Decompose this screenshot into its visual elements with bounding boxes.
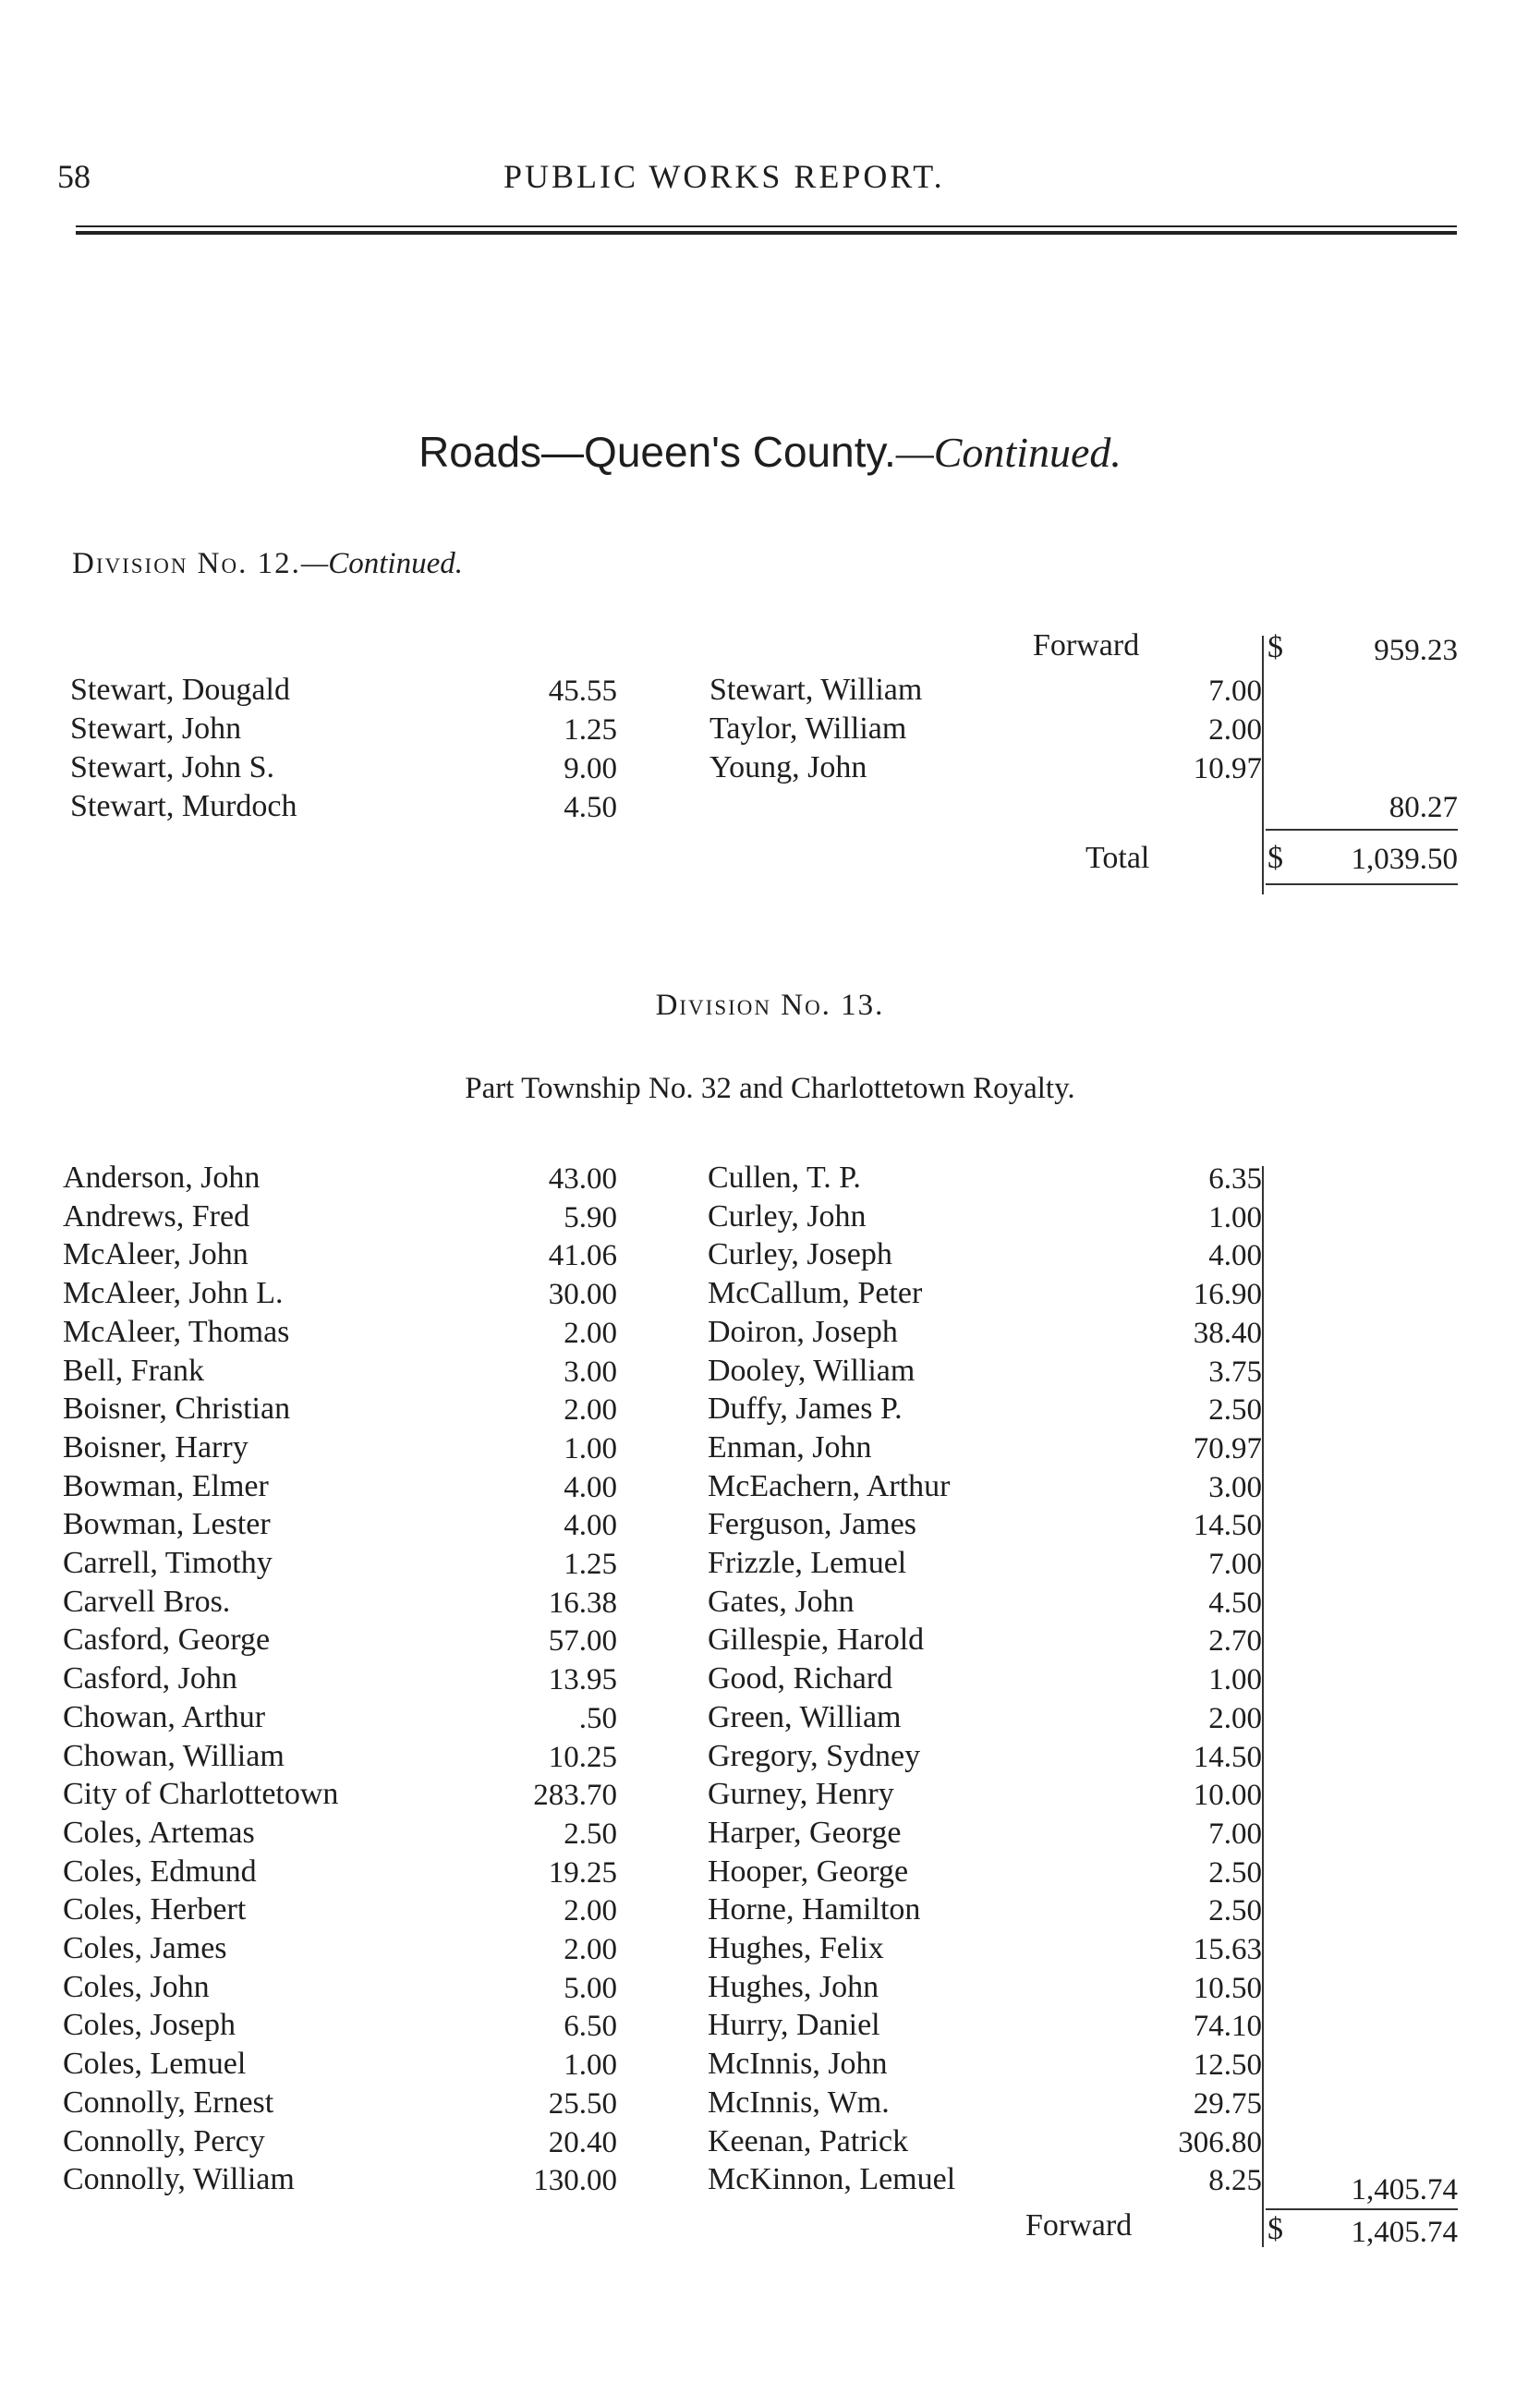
entry-amount: 2.00 bbox=[564, 1393, 617, 1428]
entry-name: Casford, George bbox=[63, 1623, 271, 1658]
entry-amount: 283.70 bbox=[533, 1779, 617, 1813]
entry-amount: 4.00 bbox=[564, 1470, 617, 1504]
entry-amount: 4.50 bbox=[564, 791, 617, 824]
entry-name: Chowan, William bbox=[63, 1738, 285, 1773]
entry-amount: 2.00 bbox=[564, 1933, 617, 1966]
entry-name: Dooley, William bbox=[708, 1353, 916, 1388]
entry-name: McInnis, Wm. bbox=[708, 2085, 890, 2120]
division-12-heading-continued: —Continued. bbox=[300, 547, 463, 580]
entry-amount: 4.00 bbox=[1208, 1239, 1262, 1273]
entry-amount: 7.00 bbox=[1208, 675, 1262, 708]
entry-name: McEachern, Arthur bbox=[708, 1468, 951, 1503]
entry-amount: 2.50 bbox=[1208, 1894, 1262, 1928]
entry-name: McAleer, John L. bbox=[63, 1276, 284, 1311]
entry-name: Hurry, Daniel bbox=[708, 2008, 880, 2043]
entry-name: Ferguson, James bbox=[708, 1507, 917, 1542]
entry-amount: 3.75 bbox=[1208, 1355, 1262, 1389]
entry-amount: 14.50 bbox=[1193, 1740, 1262, 1774]
entry-name: Horne, Hamilton bbox=[708, 1892, 921, 1927]
entry-amount: 5.00 bbox=[564, 1971, 617, 2005]
entry-amount: 10.50 bbox=[1193, 1971, 1262, 2005]
entry-name: Connolly, Percy bbox=[63, 2123, 265, 2158]
section-title-main: Roads—Queen's County. bbox=[418, 428, 896, 476]
entry-name: Casford, John bbox=[63, 1661, 237, 1696]
entry-name: Coles, John bbox=[63, 1969, 210, 2004]
division-13-subtotal-rule bbox=[1266, 2208, 1458, 2210]
entry-name: Gurney, Henry bbox=[708, 1777, 894, 1812]
entry-name: Frizzle, Lemuel bbox=[708, 1546, 907, 1580]
entry-amount: 306.80 bbox=[1178, 2125, 1262, 2159]
division-12-forward-amount: 959.23 bbox=[1374, 634, 1458, 667]
entry-name: Coles, Joseph bbox=[63, 2008, 236, 2043]
entry-amount: 19.25 bbox=[548, 1855, 617, 1890]
entry-amount: 2.50 bbox=[564, 1817, 617, 1851]
entry-name: McCallum, Peter bbox=[708, 1276, 923, 1311]
entry-amount: 16.90 bbox=[1193, 1278, 1262, 1312]
division-12-total-dollar: $ bbox=[1267, 841, 1283, 875]
division-12-subtotal-rule bbox=[1266, 829, 1458, 831]
entry-name: Good, Richard bbox=[708, 1661, 893, 1696]
entry-amount: 1.25 bbox=[564, 1548, 617, 1581]
section-title-continued: —Continued. bbox=[895, 429, 1122, 476]
entry-amount: 1.00 bbox=[564, 1431, 617, 1465]
entry-name: Coles, Artemas bbox=[63, 1815, 255, 1850]
division-13-subtitle: Part Township No. 32 and Charlottetown Royalty. bbox=[465, 1072, 1075, 1105]
header-rule bbox=[76, 225, 1457, 227]
division-12-total-rule bbox=[1266, 883, 1458, 885]
division-13-forward-dollar: $ bbox=[1267, 2212, 1283, 2246]
division-12-heading bbox=[72, 547, 463, 581]
entry-amount: 41.06 bbox=[548, 1239, 617, 1273]
division-12-forward-label: Forward bbox=[1033, 628, 1140, 663]
entry-name: Carvell Bros. bbox=[63, 1584, 231, 1619]
entry-amount: .50 bbox=[578, 1701, 617, 1735]
entry-amount: 3.00 bbox=[564, 1355, 617, 1389]
entry-amount: 130.00 bbox=[533, 2164, 617, 2198]
entry-amount: 2.00 bbox=[1208, 1701, 1262, 1735]
entry-amount: 7.00 bbox=[1208, 1817, 1262, 1851]
entry-amount: 38.40 bbox=[1193, 1316, 1262, 1350]
entry-name: Hughes, John bbox=[708, 1969, 879, 2004]
entry-amount: 70.97 bbox=[1193, 1431, 1262, 1465]
entry-amount: 2.00 bbox=[564, 1894, 617, 1928]
entry-name: Doiron, Joseph bbox=[708, 1314, 898, 1349]
entry-amount: 3.00 bbox=[1208, 1470, 1262, 1504]
entry-name: Boisner, Christian bbox=[63, 1392, 291, 1427]
entry-name: Bowman, Elmer bbox=[63, 1468, 269, 1503]
entry-name: McInnis, John bbox=[708, 2047, 888, 2082]
entry-name: Stewart, Murdoch bbox=[70, 789, 297, 823]
entry-name: Anderson, John bbox=[63, 1161, 261, 1195]
entry-name: Gillespie, Harold bbox=[708, 1623, 925, 1658]
entry-name: Boisner, Harry bbox=[63, 1429, 249, 1465]
entry-name: Taylor, William bbox=[709, 711, 907, 746]
entry-name: Stewart, William bbox=[709, 673, 923, 707]
entry-name: Stewart, John bbox=[70, 711, 242, 746]
entry-name: Green, William bbox=[708, 1699, 902, 1734]
entry-amount: 2.70 bbox=[1208, 1624, 1262, 1659]
entry-name: Gregory, Sydney bbox=[708, 1738, 921, 1773]
entry-name: Andrews, Fred bbox=[63, 1198, 250, 1234]
entry-name: Cullen, T. P. bbox=[708, 1161, 861, 1195]
entry-amount: 57.00 bbox=[548, 1624, 617, 1659]
entry-amount: 2.50 bbox=[1208, 1855, 1262, 1890]
entry-amount: 4.50 bbox=[1208, 1586, 1262, 1620]
entry-amount: 45.55 bbox=[548, 675, 617, 708]
entry-name: Enman, John bbox=[708, 1429, 872, 1465]
division-13-forward-amount: 1,405.74 bbox=[1351, 2216, 1458, 2249]
division-12-total-label: Total bbox=[1085, 841, 1150, 875]
entry-name: McAleer, Thomas bbox=[63, 1314, 290, 1349]
division-12-subtotal: 80.27 bbox=[1388, 791, 1458, 824]
entry-amount: 10.97 bbox=[1193, 752, 1262, 785]
entry-amount: 13.95 bbox=[548, 1663, 617, 1697]
entry-name: Coles, James bbox=[63, 1931, 227, 1965]
entry-name: City of Charlottetown bbox=[63, 1777, 339, 1812]
entry-amount: 29.75 bbox=[1193, 2086, 1262, 2121]
entry-name: Keenan, Patrick bbox=[708, 2123, 909, 2158]
division-12-forward-dollar: $ bbox=[1267, 630, 1283, 664]
entry-amount: 2.00 bbox=[564, 1316, 617, 1350]
entry-amount: 5.90 bbox=[564, 1200, 617, 1234]
entry-name: Bell, Frank bbox=[63, 1353, 204, 1388]
entry-name: Young, John bbox=[709, 750, 867, 784]
division-13-subtotal: 1,405.74 bbox=[1351, 2173, 1458, 2206]
entry-name: Chowan, Arthur bbox=[63, 1699, 266, 1734]
section-title bbox=[0, 427, 1540, 477]
entry-name: Gates, John bbox=[708, 1584, 855, 1619]
entry-amount: 2.00 bbox=[1208, 713, 1262, 747]
entry-amount: 1.00 bbox=[1208, 1663, 1262, 1697]
entry-amount: 1.00 bbox=[1208, 1200, 1262, 1234]
entry-amount: 9.00 bbox=[564, 752, 617, 785]
entry-name: Duffy, James P. bbox=[708, 1392, 903, 1427]
entry-amount: 25.50 bbox=[548, 2086, 617, 2121]
entry-amount: 10.00 bbox=[1193, 1779, 1262, 1813]
entry-name: Hughes, Felix bbox=[708, 1931, 884, 1965]
entry-amount: 7.00 bbox=[1208, 1548, 1262, 1581]
division-13-title: Division No. 13. bbox=[655, 989, 885, 1022]
entry-name: Stewart, John S. bbox=[70, 750, 274, 784]
page-number: 58 bbox=[57, 158, 91, 195]
entry-name: Coles, Herbert bbox=[63, 1892, 247, 1927]
entry-name: Connolly, William bbox=[63, 2162, 295, 2197]
entry-amount: 8.25 bbox=[1208, 2164, 1262, 2198]
division-13-column-rule bbox=[1262, 1166, 1264, 2247]
entry-name: Bowman, Lester bbox=[63, 1507, 271, 1542]
entry-amount: 30.00 bbox=[548, 1278, 617, 1312]
entry-name: Connolly, Ernest bbox=[63, 2085, 274, 2120]
entry-name: Carrell, Timothy bbox=[63, 1546, 273, 1580]
entry-name: Curley, Joseph bbox=[708, 1237, 892, 1272]
entry-amount: 20.40 bbox=[548, 2125, 617, 2159]
entry-amount: 43.00 bbox=[548, 1162, 617, 1196]
division-13-forward-label: Forward bbox=[1025, 2208, 1133, 2243]
entry-name: Coles, Edmund bbox=[63, 1854, 257, 1889]
entry-amount: 12.50 bbox=[1193, 2048, 1262, 2083]
entry-amount: 4.00 bbox=[564, 1509, 617, 1543]
entry-amount: 2.50 bbox=[1208, 1393, 1262, 1428]
entry-amount: 1.00 bbox=[564, 2048, 617, 2083]
entry-name: Coles, Lemuel bbox=[63, 2047, 247, 2082]
entry-name: Harper, George bbox=[708, 1815, 902, 1850]
entry-amount: 16.38 bbox=[548, 1586, 617, 1620]
entry-amount: 6.35 bbox=[1208, 1162, 1262, 1196]
entry-amount: 1.25 bbox=[564, 713, 617, 747]
entry-amount: 74.10 bbox=[1193, 2010, 1262, 2044]
entry-name: McKinnon, Lemuel bbox=[708, 2162, 956, 2197]
entry-name: Curley, John bbox=[708, 1198, 867, 1234]
division-12-total-amount: 1,039.50 bbox=[1351, 843, 1458, 876]
division-12-column-rule bbox=[1262, 636, 1264, 894]
entry-name: Hooper, George bbox=[708, 1854, 909, 1889]
entry-amount: 15.63 bbox=[1193, 1933, 1262, 1966]
entry-amount: 6.50 bbox=[564, 2010, 617, 2044]
header-rule-thick bbox=[76, 231, 1457, 235]
running-title: PUBLIC WORKS REPORT. bbox=[503, 158, 945, 195]
entry-name: McAleer, John bbox=[63, 1237, 249, 1272]
entry-name: Stewart, Dougald bbox=[70, 673, 290, 707]
division-12-heading-main: Division No. 12. bbox=[72, 547, 301, 580]
entry-amount: 10.25 bbox=[548, 1740, 617, 1774]
entry-amount: 14.50 bbox=[1193, 1509, 1262, 1543]
